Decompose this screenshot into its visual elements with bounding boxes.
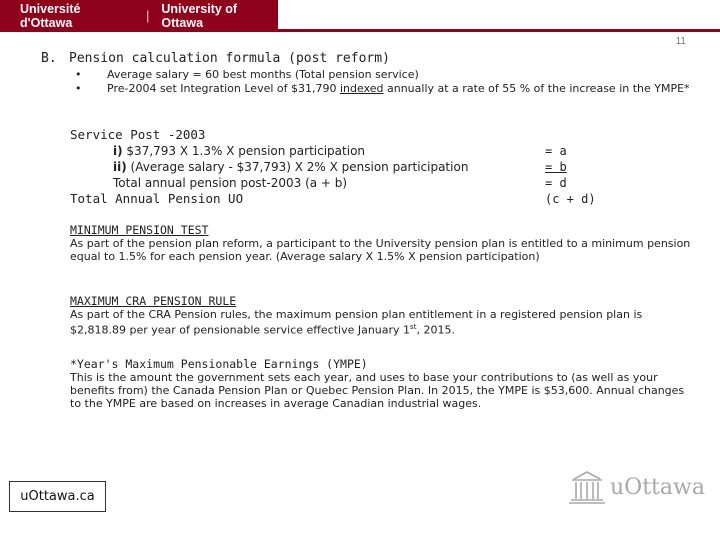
uottawa-logo — [567, 469, 707, 505]
banner-separator: | — [146, 9, 150, 23]
maximum-cra-title: MAXIMUM CRA PENSION RULE — [70, 294, 237, 308]
bullet-text-cont: annually at a rate of 55 % of the increase in the YMPE* — [383, 82, 690, 95]
total-label: Total Annual Pension UO — [70, 191, 244, 206]
university-name-en[interactable]: University of Ottawa — [161, 2, 238, 30]
bullet-integration-level — [75, 82, 690, 96]
total-result: (c + d) — [545, 192, 596, 206]
minimum-pension-body: As part of the pension plan reform, a participant to the University pension plan is entitled to a minimum pension equal to 1.5% for each pension year. (Average salary X 1.5% X pension participation) — [70, 237, 691, 263]
ympe-body: This is the amount the government sets each year, and uses to base your contributions to (as well as your benefits from) the Canada Pension Plan or Quebec Pension Plan. In 2015, the YMPE is $53,600. Annual changes to the YMPE are based on increases in average Canadian industrial wages. — [70, 371, 685, 410]
section-title: Pension calculation formula (post reform) — [69, 51, 390, 66]
uottawa-site-link[interactable]: uOttawa.ca — [9, 481, 106, 512]
formula-bullets — [75, 68, 690, 96]
maximum-cra-text: As part of the CRA Pension rules, the maximum pension plan entitlement in a registered pension plan is $2,818.89 per year of pensionable service effective January 1 — [70, 308, 643, 337]
maximum-cra-body — [70, 308, 695, 337]
university-name-fr[interactable]: Université d'Ottawa — [20, 2, 81, 30]
row-label: ii) — [113, 160, 127, 174]
service-post-title: Service Post -2003 — [70, 127, 206, 142]
formula-row-d — [70, 175, 630, 191]
section-heading — [41, 51, 390, 66]
section-letter: B. — [41, 51, 57, 66]
bullet-average-salary — [75, 68, 690, 82]
page-number: 11 — [675, 36, 686, 47]
maximum-cra-section — [70, 295, 695, 337]
maximum-cra-text-end: , 2015. — [416, 323, 455, 337]
formula-row-total — [70, 191, 630, 207]
ordinal-suffix: st — [410, 323, 417, 331]
bullet-text: Pre-2004 set Integration Level of $31,790 — [107, 82, 340, 95]
minimum-pension-title: MINIMUM PENSION TEST — [70, 223, 209, 237]
formula-row-b — [70, 159, 630, 175]
tabaret-building-icon — [567, 469, 607, 505]
row-result: = b — [545, 160, 567, 174]
bullet-text: Average salary = 60 best months (Total pension service) — [107, 68, 419, 81]
row-text: $37,793 X 1.3% X pension participation — [122, 144, 366, 158]
uottawa-wordmark: uOttawa — [610, 475, 705, 500]
banner-rule — [278, 29, 720, 32]
row-text: (Average salary - $37,793) X 2% X pension participation — [126, 160, 469, 174]
ympe-section — [70, 358, 695, 410]
row-label: i) — [113, 144, 123, 158]
ympe-title: *Year's Maximum Pensionable Earnings (YMPE) — [70, 357, 368, 371]
indexed-term: indexed — [339, 82, 384, 95]
row-result: = a — [545, 144, 567, 158]
row-result: = d — [545, 176, 567, 190]
university-banner — [0, 0, 278, 32]
formula-row-a — [70, 143, 630, 159]
row-text: Total annual pension post-2003 (a + b) — [113, 176, 348, 190]
service-post-block — [70, 127, 630, 207]
top-banner — [0, 0, 720, 32]
minimum-pension-section — [70, 224, 695, 263]
